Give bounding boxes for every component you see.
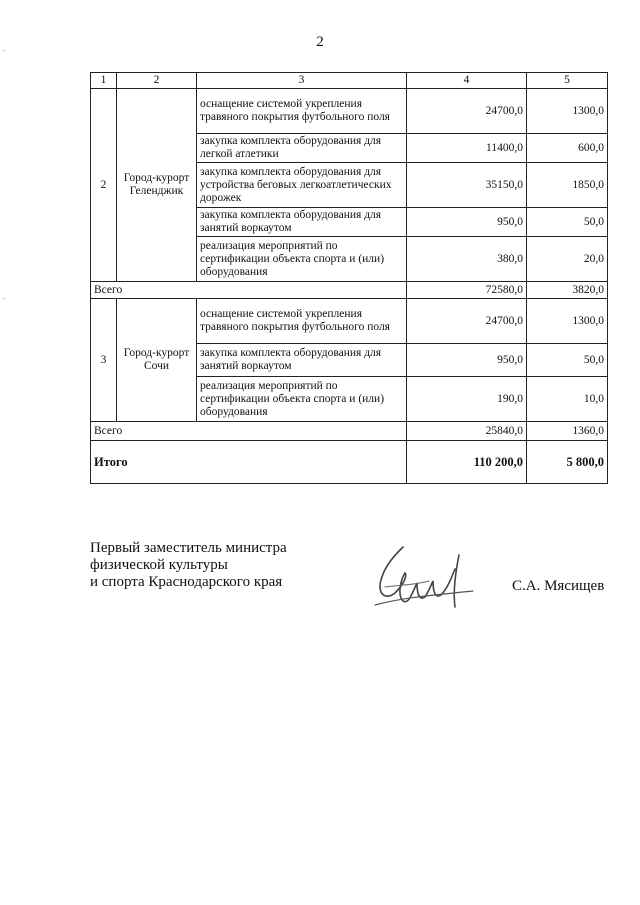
- value-cell: 950,0: [407, 344, 527, 377]
- signatory-name: С.А. Мясищев: [512, 578, 605, 594]
- page-number: 2: [316, 34, 324, 50]
- signatory-line: и спорта Краснодарского края: [90, 574, 283, 590]
- table-header-row: [91, 73, 608, 89]
- region-name: Город-курорт Геленджик: [117, 89, 197, 282]
- value-cell: 50,0: [527, 208, 608, 237]
- description-cell: реализация мероприятий по сертификации объекта спорта и (или) оборудования: [197, 377, 407, 422]
- table-row: [91, 89, 608, 134]
- value-cell: 600,0: [527, 134, 608, 163]
- value-cell: 10,0: [527, 377, 608, 422]
- budget-table: [90, 72, 608, 484]
- margin-mark: [2, 298, 5, 299]
- value-cell: 50,0: [527, 344, 608, 377]
- value-cell: 190,0: [407, 377, 527, 422]
- value-cell: 11400,0: [407, 134, 527, 163]
- subtotal-row: [91, 282, 608, 299]
- value-cell: 24700,0: [407, 299, 527, 344]
- description-cell: закупка комплекта оборудования для легкой атлетики: [197, 134, 407, 163]
- signatory-position: [90, 540, 287, 591]
- value-cell: 1300,0: [527, 299, 608, 344]
- signatory-line: физической культуры: [90, 557, 228, 573]
- grand-total-row: [91, 441, 608, 484]
- value-cell: 380,0: [407, 237, 527, 282]
- margin-mark: [2, 50, 5, 51]
- row-number: 2: [91, 89, 117, 282]
- value-cell: 950,0: [407, 208, 527, 237]
- header-cell: 3: [197, 73, 407, 89]
- description-cell: закупка комплекта оборудования для устройства беговых легкоатлетических дорожек: [197, 163, 407, 208]
- grand-total-label: Итого: [91, 441, 407, 484]
- value-cell: 1300,0: [527, 89, 608, 134]
- grand-total-value: 5 800,0: [527, 441, 608, 484]
- value-cell: 1850,0: [527, 163, 608, 208]
- description-cell: закупка комплекта оборудования для занятий воркаутом: [197, 344, 407, 377]
- grand-total-value: 110 200,0: [407, 441, 527, 484]
- description-cell: оснащение системой укрепления травяного покрытия футбольного поля: [197, 299, 407, 344]
- value-cell: 24700,0: [407, 89, 527, 134]
- subtotal-label: Всего: [91, 422, 407, 441]
- header-cell: 5: [527, 73, 608, 89]
- header-cell: 4: [407, 73, 527, 89]
- handwritten-signature: [355, 535, 505, 625]
- subtotal-label: Всего: [91, 282, 407, 299]
- header-cell: 2: [117, 73, 197, 89]
- value-cell: 20,0: [527, 237, 608, 282]
- row-number: 3: [91, 299, 117, 422]
- value-cell: 35150,0: [407, 163, 527, 208]
- subtotal-value: 3820,0: [527, 282, 608, 299]
- table-row: [91, 299, 608, 344]
- description-cell: реализация мероприятий по сертификации объекта спорта и (или) оборудования: [197, 237, 407, 282]
- subtotal-value: 72580,0: [407, 282, 527, 299]
- region-name: Город-курорт Сочи: [117, 299, 197, 422]
- signatory-line: Первый заместитель министра: [90, 540, 287, 556]
- subtotal-value: 25840,0: [407, 422, 527, 441]
- description-cell: закупка комплекта оборудования для занятий воркаутом: [197, 208, 407, 237]
- header-cell: 1: [91, 73, 117, 89]
- description-cell: оснащение системой укрепления травяного покрытия футбольного поля: [197, 89, 407, 134]
- subtotal-value: 1360,0: [527, 422, 608, 441]
- subtotal-row: [91, 422, 608, 441]
